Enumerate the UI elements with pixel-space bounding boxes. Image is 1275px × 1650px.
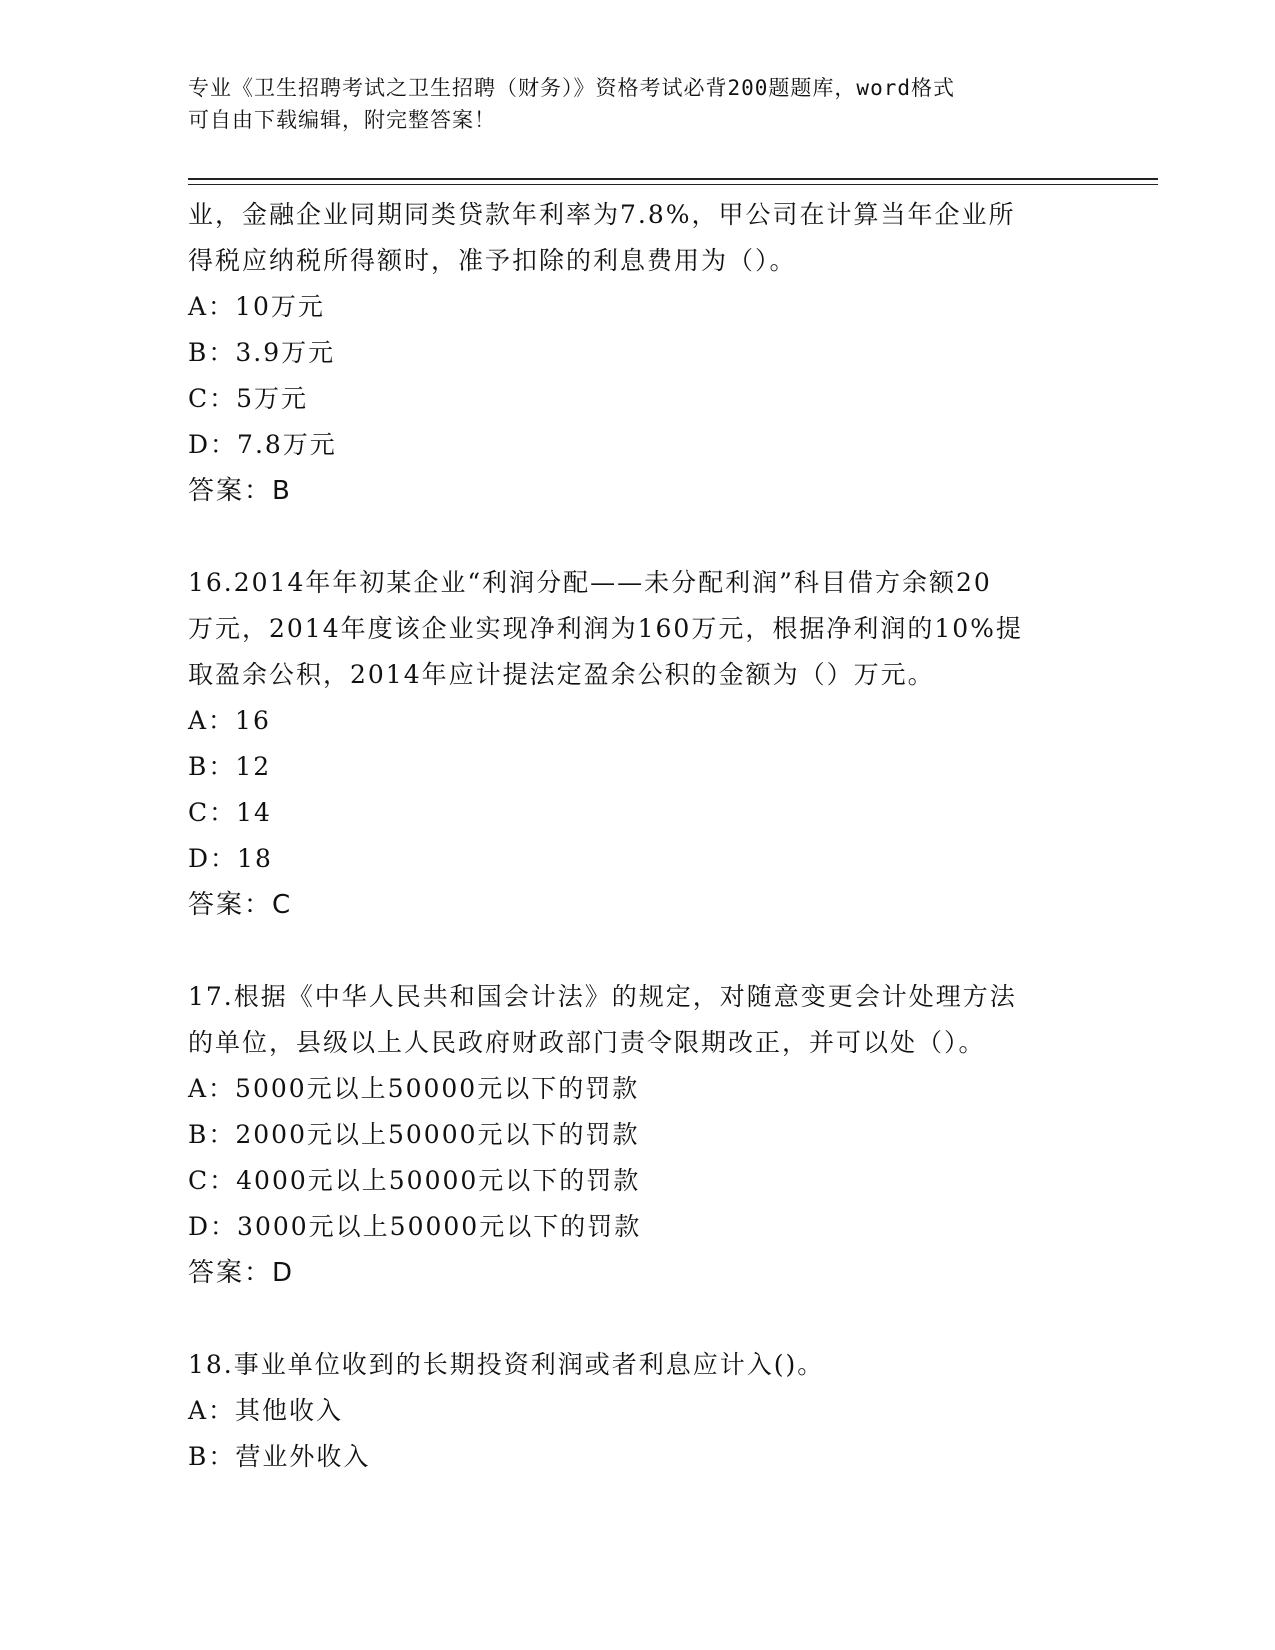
option-c: C：14: [188, 798, 272, 827]
question-stem-line: 万元，2014年度该企业实现净利润为160万元，根据净利润的10%提: [188, 614, 1023, 643]
option-a: A：5000元以上50000元以下的罚款: [188, 1074, 640, 1103]
option-d: D：3000元以上50000元以下的罚款: [188, 1212, 642, 1241]
question-stem-line: 17.根据《中华人民共和国会计法》的规定，对随意变更会计处理方法: [188, 982, 1017, 1011]
header-title-line-1: 专业《卫生招聘考试之卫生招聘（财务）》资格考试必背200题题库，word格式: [188, 76, 955, 100]
option-b: B：营业外收入: [188, 1442, 371, 1471]
answer: 答案：C: [188, 890, 293, 920]
question-stem-line: 取盈余公积，2014年应计提法定盈余公积的金额为（）万元。: [188, 660, 935, 689]
option-d: D：7.8万元: [188, 430, 337, 459]
spacer: [188, 928, 1088, 974]
option-a: A：16: [188, 706, 271, 735]
question-16: [188, 560, 1088, 928]
document-header: [188, 72, 1068, 136]
option-b: B：2000元以上50000元以下的罚款: [188, 1120, 640, 1149]
question-15: [188, 192, 1088, 514]
question-stem-line: 16.2014年年初某企业“利润分配——未分配利润”科目借方余额20: [188, 568, 992, 597]
option-c: C：5万元: [188, 384, 309, 413]
option-c: C：4000元以上50000元以下的罚款: [188, 1166, 641, 1195]
header-divider-thin: [188, 184, 1158, 185]
option-b: B：3.9万元: [188, 338, 336, 367]
header-divider-thick: [188, 178, 1158, 180]
question-stem-line: 18.事业单位收到的长期投资利润或者利息应计入()。: [188, 1350, 825, 1379]
answer: 答案：D: [188, 1258, 295, 1288]
option-a: A：其他收入: [188, 1396, 344, 1425]
option-d: D：18: [188, 844, 273, 873]
answer: 答案：B: [188, 476, 292, 506]
question-18: [188, 1342, 1088, 1480]
question-stem-line: 的单位，县级以上人民政府财政部门责令限期改正，并可以处（）。: [188, 1028, 986, 1057]
question-list: [188, 192, 1088, 1480]
question-stem-line: 业，金融企业同期同类贷款年利率为7.8%，甲公司在计算当年企业所: [188, 200, 1016, 229]
question-stem-line: 得税应纳税所得额时，准予扣除的利息费用为（）。: [188, 246, 797, 275]
header-title-line-2: 可自由下载编辑，附完整答案！: [188, 108, 496, 132]
option-a: A：10万元: [188, 292, 325, 321]
question-17: [188, 974, 1088, 1296]
spacer: [188, 514, 1088, 560]
option-b: B：12: [188, 752, 272, 781]
spacer: [188, 1296, 1088, 1342]
